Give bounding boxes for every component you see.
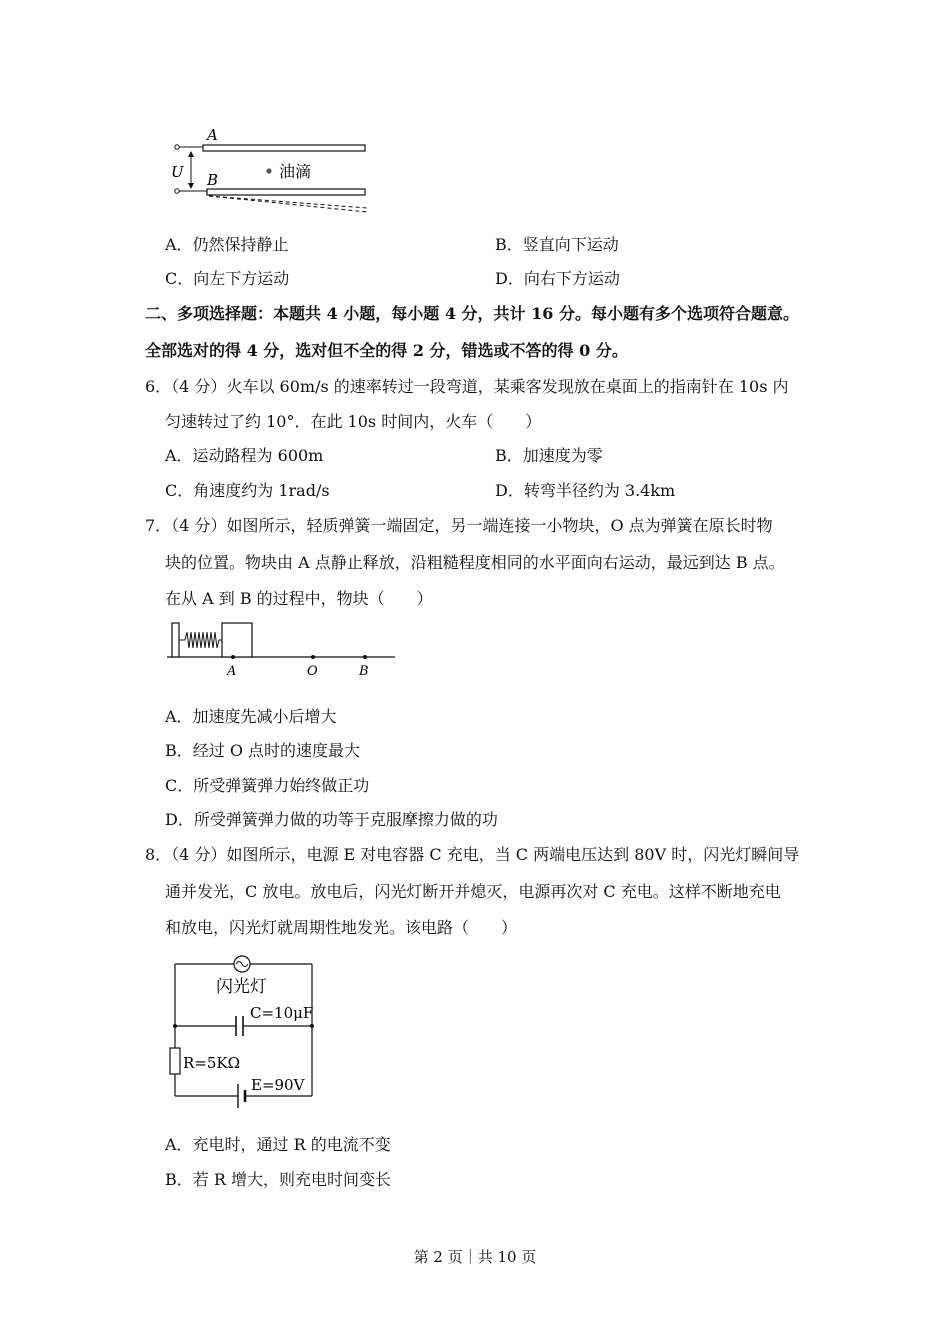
oil-drop — [266, 168, 271, 173]
plate-b — [207, 189, 365, 195]
q8-stem-line2: 通并发光，C 放电。放电后，闪光灯断开并熄灭，电源再次对 C 充电。这样不断地充电 — [165, 882, 781, 901]
oil-drop-label: 油滴 — [279, 162, 312, 181]
q8-stem-line3: 和放电，闪光灯就周期性地发光。该电路（ ） — [165, 918, 518, 937]
rotated-plate-dashed — [209, 196, 367, 212]
q8-option-a: A．充电时，通过 R 的电流不变 — [165, 1135, 391, 1154]
q5-option-c: C．向左下方运动 — [165, 269, 290, 288]
q5-option-d: D．向右下方运动 — [495, 269, 620, 288]
q7-stem-line1: 7．（4 分）如图所示，轻质弹簧一端固定，另一端连接一小物块，O 点为弹簧在原长时物 — [145, 516, 773, 535]
q5-option-b: B．竖直向下运动 — [495, 235, 619, 254]
q6-option-c: C．角速度约为 1rad/s — [165, 481, 330, 500]
battery-label: E=90V — [251, 1076, 305, 1094]
voltage-u-label: U — [171, 163, 184, 181]
terminal-top — [175, 145, 179, 149]
capacitor-oil-drop-figure — [165, 125, 365, 215]
flash-lamp-label: 闪光灯 — [216, 977, 267, 997]
q6-stem-line2: 匀速转过了约 10°．在此 10s 时间内，火车（ ） — [165, 412, 542, 431]
wall — [172, 623, 179, 657]
q7-option-a: A．加速度先减小后增大 — [165, 707, 337, 726]
q6-option-a: A．运动路程为 600m — [165, 446, 324, 465]
q6-option-d: D．转弯半径约为 3.4km — [495, 481, 676, 500]
spring-block-figure — [165, 620, 405, 680]
q8-stem-line1: 8．（4 分）如图所示，电源 E 对电容器 C 充电，当 C 两端电压达到 80V 时，闪光灯瞬间导 — [145, 845, 800, 864]
q7-option-c: C．所受弹簧弹力始终做正功 — [165, 776, 370, 795]
q7-stem-line3: 在从 A 到 B 的过程中，物块（ ） — [165, 589, 433, 608]
block — [222, 623, 252, 657]
terminal-bottom — [175, 189, 179, 193]
resistor — [170, 1048, 180, 1074]
plate-b-label: B — [207, 171, 219, 189]
spring — [185, 632, 222, 648]
point-a-label: A — [227, 664, 237, 679]
plate-a — [203, 145, 365, 151]
q8-option-b: B．若 R 增大，则充电时间变长 — [165, 1170, 391, 1189]
resistor-label: R=5KΩ — [183, 1054, 241, 1072]
plate-a-label: A — [207, 126, 218, 144]
point-b-label: B — [359, 664, 369, 679]
capacitor-label: C=10μF — [250, 1004, 314, 1022]
section2-heading-line1: 二、多项选择题：本题共 4 小题，每小题 4 分，共计 16 分。每小题有多个选项符合题意。 — [145, 304, 799, 323]
point-o-label: O — [307, 664, 318, 679]
q7-option-d: D．所受弹簧弹力做的功等于克服摩擦力做的功 — [165, 810, 498, 829]
q6-stem-line1: 6．（4 分）火车以 60m/s 的速率转过一段弯道，某乘客发现放在桌面上的指南针在 10s 内 — [145, 377, 789, 396]
q6-option-b: B．加速度为零 — [495, 446, 603, 465]
q5-option-a: A．仍然保持静止 — [165, 235, 289, 254]
section2-heading-line2: 全部选对的得 4 分，选对但不全的得 2 分，错选或不答的得 0 分。 — [145, 341, 628, 360]
q7-option-b: B．经过 O 点时的速度最大 — [165, 741, 361, 760]
page-footer: 第 2 页｜共 10 页 — [413, 1248, 537, 1266]
flash-lamp-circuit-figure — [168, 952, 318, 1112]
q7-stem-line2: 块的位置。物块由 A 点静止释放，沿粗糙程度相同的水平面向右运动，最远到达 B 点。 — [165, 553, 785, 572]
